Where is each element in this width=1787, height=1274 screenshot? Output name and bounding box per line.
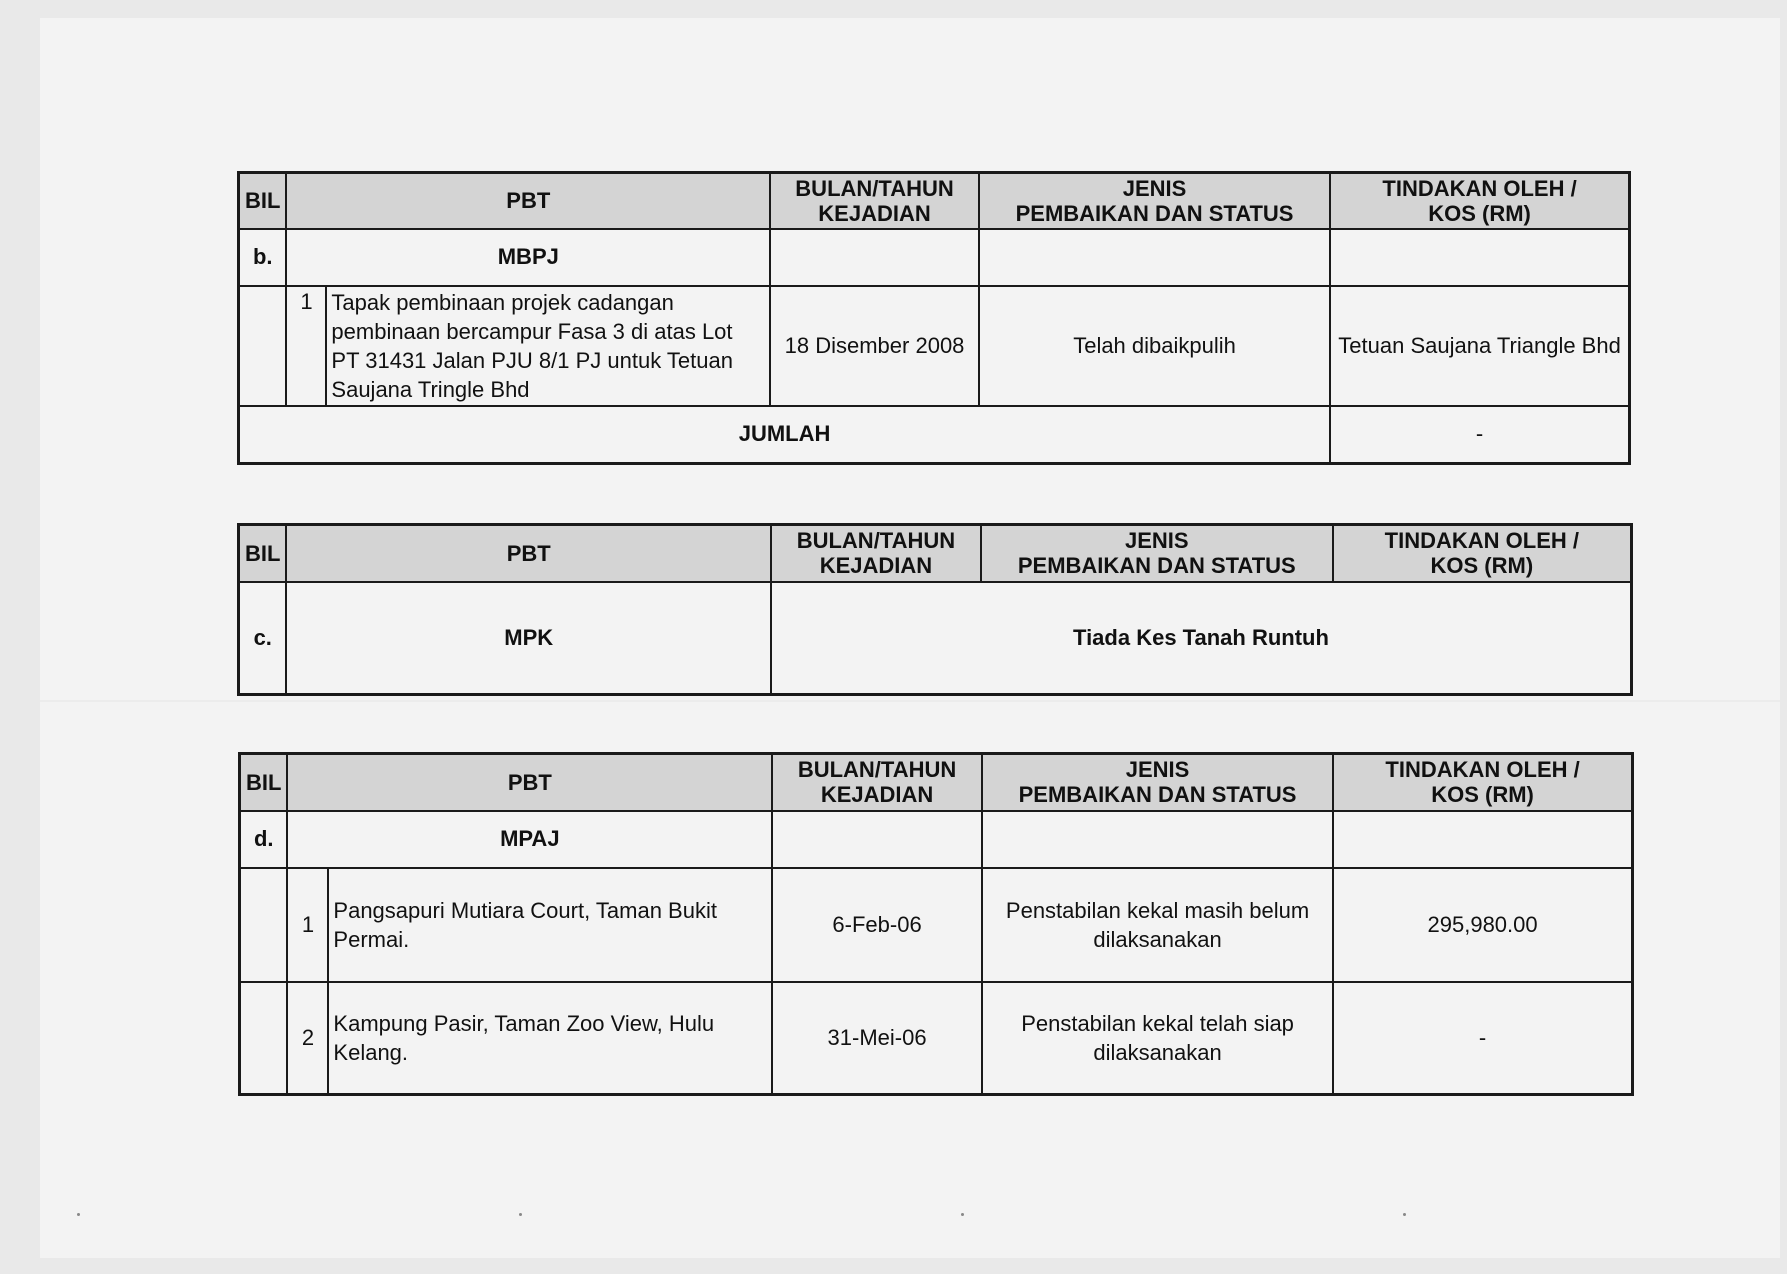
header-jenis-pembaikan: JENIS PEMBAIKAN DAN STATUS bbox=[981, 525, 1333, 582]
header-row bbox=[239, 173, 1630, 229]
no-case-note: Tiada Kes Tanah Runtuh bbox=[771, 582, 1632, 695]
empty-cell bbox=[770, 229, 979, 286]
header-pbt: PBT bbox=[286, 173, 770, 229]
header-jenis-pembaikan: JENIS PEMBAIKAN DAN STATUS bbox=[982, 754, 1333, 811]
row-number: 2 bbox=[287, 982, 328, 1095]
scan-seam bbox=[40, 700, 1780, 702]
row-status: Penstabilan kekal masih belum dilaksanakan bbox=[982, 868, 1333, 982]
header-bil: BIL bbox=[239, 525, 287, 582]
table-row bbox=[240, 868, 1633, 982]
header-tindakan-kos: TINDAKAN OLEH / KOS (RM) bbox=[1333, 754, 1632, 811]
row-location: Tapak pembinaan projek cadangan pembinaan bercampur Fasa 3 di atas Lot PT 31431 Jalan PJU 8/1 PJ untuk Tetuan Saujana Tringle Bhd bbox=[326, 286, 770, 406]
section-row bbox=[239, 229, 1630, 286]
header-pbt: PBT bbox=[287, 754, 772, 811]
row-date: 31-Mei-06 bbox=[772, 982, 982, 1095]
empty-cell bbox=[979, 229, 1330, 286]
empty-cell bbox=[982, 811, 1333, 868]
row-location: Kampung Pasir, Taman Zoo View, Hulu Kelang. bbox=[328, 982, 772, 1095]
row-action: - bbox=[1333, 982, 1632, 1095]
table-mpk bbox=[237, 523, 1633, 696]
section-bil: c. bbox=[239, 582, 287, 695]
empty-cell bbox=[240, 868, 288, 982]
table-row bbox=[239, 286, 1630, 406]
row-number: 1 bbox=[287, 868, 328, 982]
scan-speck bbox=[77, 1213, 80, 1216]
scan-speck bbox=[1403, 1213, 1406, 1216]
header-jenis-pembaikan: JENIS PEMBAIKAN DAN STATUS bbox=[979, 173, 1330, 229]
header-tindakan-kos: TINDAKAN OLEH / KOS (RM) bbox=[1333, 525, 1632, 582]
header-tindakan-kos: TINDAKAN OLEH / KOS (RM) bbox=[1330, 173, 1629, 229]
empty-cell bbox=[239, 286, 287, 406]
row-location: Pangsapuri Mutiara Court, Taman Bukit Permai. bbox=[328, 868, 772, 982]
header-bil: BIL bbox=[239, 173, 287, 229]
row-action: Tetuan Saujana Triangle Bhd bbox=[1330, 286, 1629, 406]
section-pbt: MBPJ bbox=[286, 229, 770, 286]
empty-cell bbox=[1333, 811, 1632, 868]
table-row bbox=[240, 982, 1633, 1095]
section-bil: b. bbox=[239, 229, 287, 286]
header-bil: BIL bbox=[240, 754, 288, 811]
header-bulan-tahun: BULAN/TAHUN KEJADIAN bbox=[770, 173, 979, 229]
table-mpaj bbox=[238, 752, 1634, 1096]
header-row bbox=[240, 754, 1633, 811]
header-pbt: PBT bbox=[286, 525, 770, 582]
empty-cell bbox=[240, 982, 288, 1095]
row-date: 6-Feb-06 bbox=[772, 868, 982, 982]
table-mbpj bbox=[237, 171, 1631, 465]
total-label: JUMLAH bbox=[239, 406, 1331, 464]
empty-cell bbox=[772, 811, 982, 868]
row-status: Telah dibaikpulih bbox=[979, 286, 1330, 406]
section-pbt: MPAJ bbox=[287, 811, 772, 868]
header-bulan-tahun: BULAN/TAHUN KEJADIAN bbox=[771, 525, 981, 582]
header-row bbox=[239, 525, 1632, 582]
section-row bbox=[239, 582, 1632, 695]
row-action: 295,980.00 bbox=[1333, 868, 1632, 982]
scan-speck bbox=[961, 1213, 964, 1216]
total-value: - bbox=[1330, 406, 1629, 464]
row-status: Penstabilan kekal telah siap dilaksanakan bbox=[982, 982, 1333, 1095]
row-date: 18 Disember 2008 bbox=[770, 286, 979, 406]
section-bil: d. bbox=[240, 811, 288, 868]
empty-cell bbox=[1330, 229, 1629, 286]
total-row bbox=[239, 406, 1630, 464]
section-row bbox=[240, 811, 1633, 868]
section-pbt: MPK bbox=[286, 582, 770, 695]
header-bulan-tahun: BULAN/TAHUN KEJADIAN bbox=[772, 754, 982, 811]
row-number: 1 bbox=[286, 286, 326, 406]
scan-speck bbox=[519, 1213, 522, 1216]
